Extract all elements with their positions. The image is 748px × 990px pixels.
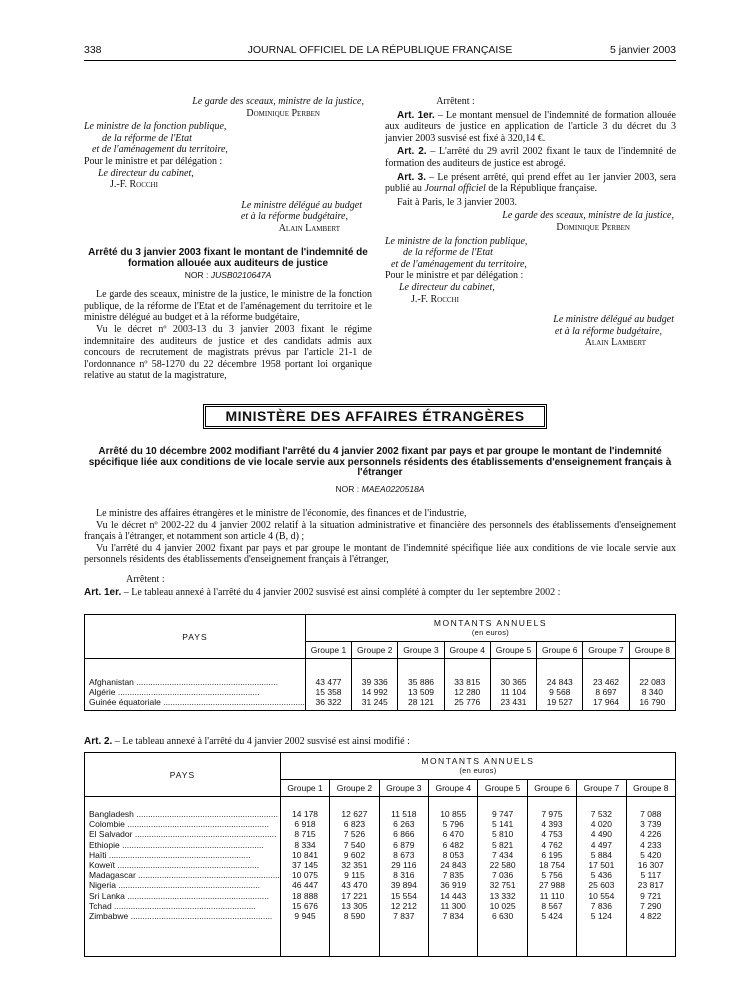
amount-value: 9 721 <box>640 890 662 901</box>
amount-value: 12 212 <box>390 900 417 911</box>
arrete-para-2: Vu le décret nº 2003-13 du 3 janvier 2003 fixant le régime indemnitaire des auditeurs de justice et des candidats admis aux concours de recrutement de magistrats prévus par l'article 21-1 de l'ordonnance nº 58-1270 du 22 décembre 1958 portant loi organique relative au statut de la magistrature, <box>84 323 372 382</box>
signature-garde-name: Dominique Perben <box>246 107 320 119</box>
group-header: Groupe 3 <box>379 780 428 797</box>
amount-value: 19 527 <box>546 697 573 708</box>
amount-value: 7 088 <box>640 809 662 819</box>
amount-value: 17 501 <box>588 860 615 871</box>
group-values-cell <box>537 659 583 711</box>
amount-value: 15 554 <box>390 890 417 901</box>
r-signature-delegation: Pour le ministre et par délégation : <box>385 270 524 282</box>
group-values-cell <box>583 659 629 711</box>
group-header: Groupe 1 <box>280 780 329 797</box>
amount-value: 13 305 <box>341 900 368 911</box>
r-signature-rocchi: J.-F. Rocchi <box>411 293 459 305</box>
table-2-header-pays: PAYS <box>85 753 281 797</box>
group-header: Groupe 8 <box>629 642 675 659</box>
group-values-cell <box>398 659 444 711</box>
amount-value: 9 602 <box>343 849 366 860</box>
issue-date: 5 janvier 2003 <box>610 44 676 56</box>
leader-dots: ............................................................ <box>115 860 260 871</box>
amount-value: 43 470 <box>341 880 368 891</box>
article-3: Art. 3. – Le présent arrêté, qui prend effet au 1er janvier 2003, sera publié au Journal officiel de la République française. <box>385 171 676 195</box>
leader-dots: ............................................................ <box>115 687 260 698</box>
journal-title: JOURNAL OFFICIEL DE LA RÉPUBLIQUE FRANÇAISE <box>247 44 513 56</box>
article-3-jo: Journal officiel <box>424 183 486 195</box>
fait-a-paris: Fait à Paris, le 3 janvier 2003. <box>397 196 517 208</box>
group-header: Groupe 5 <box>490 642 536 659</box>
signature-rocchi: J.-F. Rocchi <box>110 179 158 191</box>
country-name: Nigeria ............................................................ <box>89 880 260 891</box>
table-2-unit-label: (en euros) <box>459 766 497 775</box>
amount-value: 13 332 <box>489 890 516 901</box>
r-signature-directeur: Le directeur du cabinet, <box>399 281 495 293</box>
amount-value: 8 316 <box>393 870 415 881</box>
group-header: Groupe 6 <box>537 642 583 659</box>
amount-value: 14 443 <box>440 890 467 901</box>
group-header: Groupe 6 <box>527 780 576 797</box>
group-values-cell <box>478 797 527 957</box>
amount-value: 32 351 <box>341 860 368 871</box>
r-signature-budget-name: Alain Lambert <box>584 337 646 349</box>
group-header: Groupe 2 <box>330 780 379 797</box>
amount-value: 22 580 <box>489 860 516 871</box>
leader-dots: ............................................................ <box>119 839 264 850</box>
amount-value: 15 358 <box>315 687 342 698</box>
amount-value: 8 697 <box>595 687 617 698</box>
amount-value: 23 462 <box>593 677 620 687</box>
signature-budget-role-2: et à la réforme budgétaire, <box>240 211 348 223</box>
leader-dots: ............................................................ <box>133 809 278 819</box>
amount-value: 23 817 <box>637 880 664 891</box>
table-1-header-montants <box>305 615 675 642</box>
amount-value: 5 424 <box>541 911 563 922</box>
group-values-cell <box>330 797 379 957</box>
arrete2-article-2-text: Le tableau annexé à l'arrêté du 4 janvier 2002 susvisé est ainsi modifié : <box>122 736 410 747</box>
amount-value: 5 420 <box>640 849 662 860</box>
amount-value: 33 815 <box>454 677 481 687</box>
amount-value: 3 739 <box>640 819 662 830</box>
arrete2-article-1: Art. 1er. – Le tableau annexé à l'arrêté du 4 janvier 2002 susvisé est ainsi complété à compter du 1er septembre 2002 : <box>84 587 561 598</box>
amount-value: 17 964 <box>593 697 620 708</box>
country-name: Guinée équatoriale ............................................................ <box>89 697 305 708</box>
leader-dots: ............................................................ <box>132 829 277 840</box>
signature-fp-role-2: de la réforme de l'Etat <box>102 132 192 144</box>
r-signature-fp-role-1: Le ministre de la fonction publique, <box>385 235 528 247</box>
amount-value: 15 676 <box>292 900 319 911</box>
amount-value: 27 988 <box>538 880 565 891</box>
article-3-text-b: de la République française. <box>488 183 598 195</box>
arrete2-article-2: Art. 2. – Le tableau annexé à l'arrêté du 4 janvier 2002 susvisé est ainsi modifié : <box>84 736 410 747</box>
amount-value: 9 115 <box>344 870 365 881</box>
article-1: Art. 1er. – Le montant mensuel de l'indemnité de formation allouée aux auditeurs de justice en application de l'article 3 du décret du 3 janvier 2003 susvisé est fixé à 320,14 €. <box>385 109 676 144</box>
leader-dots: ............................................................ <box>124 890 269 901</box>
amount-value: 46 447 <box>292 880 319 891</box>
amount-value: 22 083 <box>639 677 666 687</box>
amount-value: 7 834 <box>442 911 464 922</box>
amount-value: 4 020 <box>590 819 613 830</box>
amount-value: 6 879 <box>393 839 415 850</box>
right-column <box>385 96 676 349</box>
group-values-cell <box>379 797 428 957</box>
arrete2-title: Arrêté du 10 décembre 2002 modifiant l'arrêté du 4 janvier 2002 fixant par pays et par groupe le montant de l'indemnité spécifique liée aux conditions de vie locale servie aux personnels résidents des établissements d'enseignement français à l'étranger <box>88 446 672 478</box>
amount-value: 14 992 <box>361 687 388 698</box>
table-2 <box>84 752 676 957</box>
amount-value: 7 036 <box>491 870 514 881</box>
group-values-cell <box>527 797 576 957</box>
amount-value: 6 823 <box>343 819 366 830</box>
r-signature-budget-role-2: et à la réforme budgétaire, <box>554 325 662 337</box>
amount-value: 5 821 <box>491 839 514 850</box>
r-signature-budget-role-1: Le ministre délégué au budget <box>553 314 674 326</box>
group-header: Groupe 7 <box>577 780 626 797</box>
amount-value: 12 627 <box>341 809 368 819</box>
amount-value: 8 053 <box>442 849 464 860</box>
article-2: Art. 2. – L'arrêté du 29 avril 2002 fixant le taux de l'indemnité de formation des auditeurs de justice est abrogé. <box>385 146 677 169</box>
arrete2-block <box>84 447 676 599</box>
signature-budget-name: Alain Lambert <box>278 222 340 234</box>
leader-dots: ............................................................ <box>128 911 273 922</box>
arrete-nor <box>84 270 372 282</box>
group-header: Groupe 2 <box>352 642 398 659</box>
arretent: Arrêtent : <box>436 96 475 107</box>
leader-dots: ............................................................ <box>106 849 251 860</box>
amount-value: 10 025 <box>489 900 516 911</box>
amount-value: 6 195 <box>541 849 563 860</box>
group-header: Groupe 8 <box>626 780 675 797</box>
amount-value: 6 482 <box>442 839 464 850</box>
table-1-montants-label: MONTANTS ANNUELS <box>433 618 547 628</box>
group-values-cell <box>626 797 675 957</box>
group-values-cell <box>429 797 478 957</box>
amount-value: 30 365 <box>500 677 527 687</box>
r-signature-fp-role-3: et de l'aménagement du territoire, <box>391 258 527 270</box>
amount-value: 35 886 <box>408 677 435 687</box>
group-header: Groupe 4 <box>429 780 478 797</box>
amount-value: 14 178 <box>292 809 319 819</box>
table-1-body <box>85 659 676 711</box>
amount-value: 6 866 <box>393 829 415 840</box>
amount-value: 5 796 <box>442 819 464 830</box>
group-values-cell <box>280 797 329 957</box>
amount-value: 5 436 <box>590 870 613 881</box>
article-3-text-a: Le présent arrêté, qui prend effet au 1er janvier 2003, sera publié au <box>385 171 676 195</box>
arrete-para-1: Le garde des sceaux, ministre de la justice, le ministre de la fonction publique, de la réforme de l'Etat et de l'aménagement du territoire et le ministre délégué au budget et à la réforme budgétaire, <box>84 289 372 324</box>
amount-value: 7 837 <box>393 911 415 922</box>
amount-value: 10 075 <box>292 870 319 881</box>
amount-value: 16 307 <box>637 860 664 871</box>
r-signature-garde-name: Dominique Perben <box>556 221 630 233</box>
amount-value: 6 918 <box>294 819 316 830</box>
amount-value: 37 145 <box>292 860 319 871</box>
amount-value: 32 751 <box>489 880 516 891</box>
amount-value: 8 340 <box>641 687 663 698</box>
page-header <box>84 44 676 58</box>
article-3-label: Art. 3. <box>397 171 427 183</box>
amount-value: 7 835 <box>442 870 464 881</box>
article-2-label: Art. 2. <box>397 146 427 158</box>
arrete2-article-1-text: Le tableau annexé à l'arrêté du 4 janvier 2002 susvisé est ainsi complété à compter du 1er septembre 2002 : <box>131 587 561 598</box>
amount-value: 4 490 <box>590 829 613 840</box>
country-name: Colombie ............................................................ <box>89 819 269 830</box>
amount-value: 10 855 <box>440 809 467 819</box>
amount-value: 7 836 <box>590 900 613 911</box>
signature-fp-role-3: et de l'aménagement du territoire, <box>92 144 228 156</box>
arrete-title: Arrêté du 3 janvier 2003 fixant le montant de l'indemnité de formation allouée aux auditeurs de justice <box>88 246 368 269</box>
arrete2-arretent: Arrêtent : <box>126 573 165 585</box>
signature-delegation: Pour le ministre et par délégation : <box>84 155 223 167</box>
article-1-text: Le montant mensuel de l'indemnité de formation allouée aux auditeurs de justice en application de l'article 3 du décret du 3 janvier 2003 susvisé est fixé à 320,14 €. <box>385 109 676 144</box>
country-name: Madagascar ............................................................ <box>89 870 280 881</box>
amount-value: 8 567 <box>541 900 563 911</box>
table-1 <box>84 614 676 711</box>
amount-value: 4 822 <box>640 911 662 922</box>
amount-value: 9 945 <box>294 911 316 922</box>
amount-value: 5 124 <box>590 911 613 922</box>
signature-budget-role-1: Le ministre délégué au budget <box>241 199 362 211</box>
amount-value: 8 673 <box>393 849 415 860</box>
leader-dots: ............................................................ <box>133 677 278 687</box>
amount-value: 6 630 <box>491 911 514 922</box>
country-name: Bangladesh ............................................................ <box>89 809 278 819</box>
amount-value: 39 894 <box>390 880 417 891</box>
amount-value: 31 245 <box>361 697 388 708</box>
country-name: Ethiopie ............................................................ <box>89 839 264 850</box>
amount-value: 13 509 <box>408 687 435 698</box>
amount-value: 25 776 <box>454 697 481 708</box>
article-1-label: Art. 1er. <box>397 109 435 121</box>
page-number: 338 <box>84 44 102 56</box>
group-header: Groupe 1 <box>305 642 351 659</box>
amount-value: 28 121 <box>408 697 435 708</box>
arrete2-para-2: Vu le décret nº 2002-22 du 4 janvier 2002 relatif à la situation administrative et financière des personnels des établissements d'enseignement français à l'étranger, et notamment son article 4 (B, d) ; <box>84 519 676 542</box>
nor-label: NOR : <box>184 269 209 280</box>
amount-value: 6 263 <box>393 819 415 830</box>
amount-value: 7 975 <box>541 809 563 819</box>
article-2-text: L'arrêté du 29 avril 2002 fixant le taux de l'indemnité de formation des auditeurs de justice est abrogé. <box>385 146 677 169</box>
amount-value: 25 603 <box>588 880 615 891</box>
amount-value: 7 532 <box>590 809 613 819</box>
group-values-cell <box>305 659 351 711</box>
header-rule <box>84 60 676 61</box>
amount-value: 11 300 <box>440 900 466 911</box>
amount-value: 5 756 <box>541 870 563 881</box>
country-name: Koweït ............................................................ <box>89 860 260 871</box>
amount-value: 8 590 <box>343 911 366 922</box>
amount-value: 4 753 <box>541 829 563 840</box>
arrete2-article-2-label: Art. 2. <box>84 736 113 747</box>
arrete2-article-1-label: Art. 1er. <box>84 587 122 598</box>
amount-value: 10 554 <box>588 890 615 901</box>
amount-value: 4 233 <box>640 839 662 850</box>
amount-value: 4 762 <box>541 839 563 850</box>
signature-directeur: Le directeur du cabinet, <box>98 167 194 179</box>
nor-value: JUSB0210647A <box>210 269 272 280</box>
group-header: Groupe 5 <box>478 780 527 797</box>
r-signature-fp-role-2: de la réforme de l'Etat <box>403 247 493 259</box>
group-header: Groupe 3 <box>398 642 444 659</box>
amount-value: 10 841 <box>292 849 319 860</box>
table-2-body <box>85 797 676 957</box>
amount-value: 7 434 <box>491 849 514 860</box>
amount-value: 5 810 <box>491 829 514 840</box>
leader-dots: ............................................................ <box>124 819 269 830</box>
signature-fp-role-1: Le ministre de la fonction publique, <box>84 121 227 133</box>
amount-value: 5 884 <box>590 849 613 860</box>
group-values-cell <box>577 797 626 957</box>
arrete2-para-3: Vu l'arrêté du 4 janvier 2002 fixant par pays et par groupe le montant de l'indemnité spécifique liée aux conditions de vie locale servie aux personnels résidents des établissements d'enseignement français à l'étranger, <box>84 542 676 565</box>
amount-value: 12 280 <box>454 687 481 698</box>
amount-value: 5 141 <box>491 819 514 830</box>
table-1-country-cell <box>85 659 306 711</box>
group-values-cell <box>444 659 490 711</box>
amount-value: 11 518 <box>391 809 417 819</box>
amount-value: 18 888 <box>292 890 319 901</box>
signature-garde-role: Le garde des sceaux, ministre de la justice, <box>192 96 364 107</box>
table-2-header-montants <box>280 753 675 780</box>
amount-value: 36 919 <box>440 880 467 891</box>
ministry-heading: MINISTÈRE DES AFFAIRES ÉTRANGÈRES <box>203 404 547 429</box>
amount-value: 36 322 <box>315 697 342 708</box>
r-signature-garde-role: Le garde des sceaux, ministre de la justice, <box>502 210 674 222</box>
table-1-unit-label: (en euros) <box>471 628 510 637</box>
group-header: Groupe 7 <box>583 642 629 659</box>
arrete2-nor <box>84 484 676 496</box>
amount-value: 4 497 <box>590 839 613 850</box>
country-name: Afghanistan ............................................................ <box>89 677 278 687</box>
arrete2-nor-label: NOR : <box>335 483 360 494</box>
amount-value: 23 431 <box>500 697 527 708</box>
amount-value: 16 790 <box>639 697 666 708</box>
arrete2-nor-value: MAEA0220518A <box>361 483 425 494</box>
amount-value: 39 336 <box>361 677 388 687</box>
left-column <box>84 96 372 382</box>
table-2-country-cell <box>85 797 281 957</box>
amount-value: 4 226 <box>640 829 662 840</box>
amount-value: 8 334 <box>294 839 316 850</box>
amount-value: 7 526 <box>343 829 366 840</box>
amount-value: 43 477 <box>315 677 342 687</box>
country-name: Algérie ............................................................ <box>89 687 260 698</box>
group-values-cell <box>629 659 675 711</box>
amount-value: 11 110 <box>539 890 565 901</box>
group-header: Groupe 4 <box>444 642 490 659</box>
group-values-cell <box>352 659 398 711</box>
amount-value: 29 116 <box>391 860 417 871</box>
amount-value: 4 393 <box>541 819 563 830</box>
group-values-cell <box>490 659 536 711</box>
amount-value: 7 540 <box>343 839 366 850</box>
amount-value: 24 843 <box>440 860 467 871</box>
amount-value: 11 104 <box>500 687 527 698</box>
country-name: El Salvador ............................................................ <box>89 829 277 840</box>
leader-dots: ............................................................ <box>111 900 256 911</box>
amount-value: 5 117 <box>640 870 662 881</box>
amount-value: 9 568 <box>549 687 571 698</box>
amount-value: 8 715 <box>294 829 316 840</box>
country-name: Haïti ............................................................ <box>89 849 251 860</box>
amount-value: 9 747 <box>491 809 514 819</box>
country-name: Tchad ............................................................ <box>89 900 256 911</box>
leader-dots: ............................................................ <box>115 880 260 891</box>
leader-dots: ............................................................ <box>135 870 280 881</box>
table-2-montants-label: MONTANTS ANNUELS <box>421 756 535 766</box>
amount-value: 24 843 <box>546 677 573 687</box>
amount-value: 7 290 <box>640 900 662 911</box>
amount-value: 18 754 <box>538 860 565 871</box>
amount-value: 17 221 <box>341 890 368 901</box>
country-name: Sri Lanka ............................................................ <box>89 890 269 901</box>
leader-dots: ............................................................ <box>160 697 305 708</box>
amount-value: 6 470 <box>442 829 464 840</box>
table-1-header-pays: PAYS <box>85 615 306 659</box>
country-name: Zimbabwe ............................................................ <box>89 911 273 922</box>
arrete2-para-1: Le ministre des affaires étrangères et le ministre de l'économie, des finances et de l'industrie, <box>96 508 467 519</box>
